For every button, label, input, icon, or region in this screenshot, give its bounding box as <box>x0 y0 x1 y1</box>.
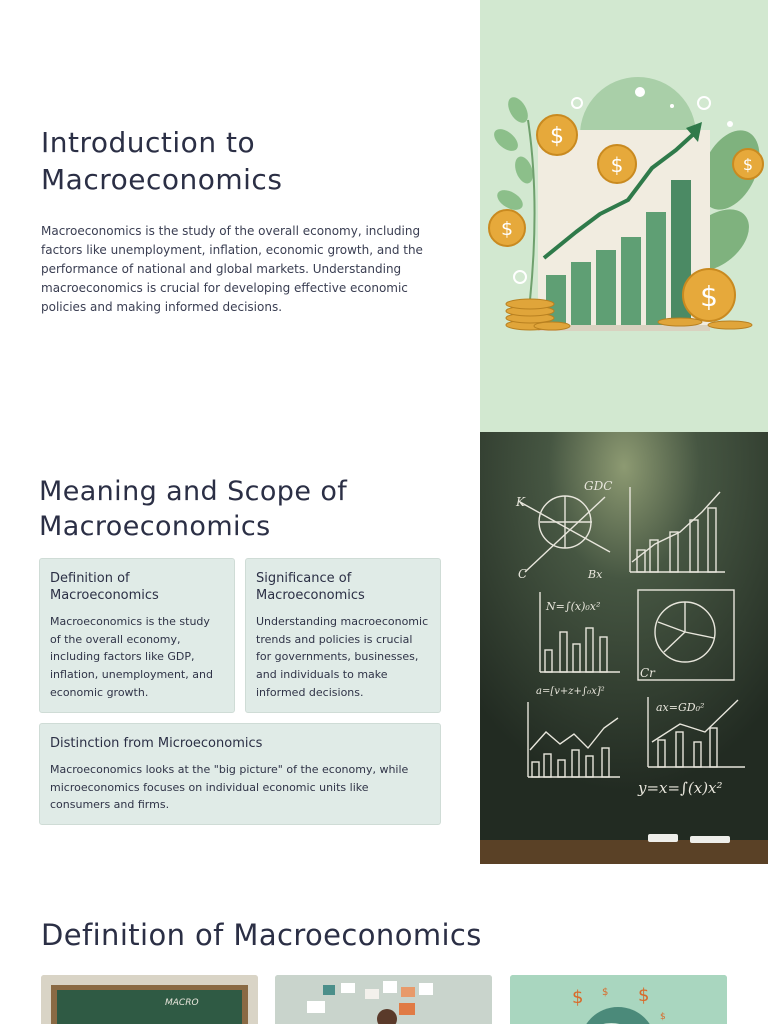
card-body: Macroeconomics looks at the "big picture" of the economy, while microeconomics focuses on individual economic units like consumers and firms. <box>50 763 409 812</box>
svg-text:$: $ <box>660 1012 666 1022</box>
person-documents-thumbnail-icon <box>275 975 492 1024</box>
definition-title: Definition of Macroeconomics <box>41 918 482 952</box>
meaning-scope-title: Meaning and Scope of Macroeconomics <box>39 476 348 542</box>
board-label-k: K <box>516 495 525 509</box>
board-formula-1: N=∫(x)₀x² <box>546 600 601 613</box>
slide-definition <box>0 864 768 1024</box>
svg-text:$: $ <box>638 985 650 1006</box>
intro-body: Macroeconomics is the study of the overall economy, including factors like unemployment, inflation, economic growth, and the performance of national and global markets. Understanding macroeconomics is crucial for developing effective economic policies and making informed decisions. <box>41 224 423 314</box>
card-title: Significance of Macroeconomics <box>256 571 365 603</box>
board-formula-3: ax=GD₀² <box>656 701 705 714</box>
board-label-c: C <box>518 567 528 581</box>
board-formula-4: y=x=∫(x)x² <box>638 779 723 797</box>
svg-text:$: $ <box>742 155 754 174</box>
board-label-bx: Bx <box>588 568 603 581</box>
svg-text:$: $ <box>700 280 718 313</box>
card-significance <box>245 558 441 713</box>
card-distinction <box>39 723 441 825</box>
card-title: Distinction from Microeconomics <box>50 736 263 751</box>
intro-text-block <box>41 124 431 317</box>
board-label-cr: Cr <box>640 666 655 680</box>
card-body: Macroeconomics is the study of the overall economy, including factors like GDP, inflation, unemployment, and economic growth. <box>50 615 213 699</box>
card-definition <box>39 558 235 713</box>
board-label-gdc: GDC <box>584 479 613 493</box>
board-formula-2: a=[v+z+∫₀x]² <box>536 686 605 697</box>
chalkboard-graphs-icon <box>480 432 768 864</box>
card-title: Definition of Macroeconomics <box>50 571 159 603</box>
slide-meaning-scope <box>0 432 768 864</box>
svg-text:$: $ <box>610 153 624 177</box>
globe-money-thumbnail-icon <box>510 975 727 1024</box>
card-body: Understanding macroeconomic trends and policies is crucial for governments, businesses, and individuals to make informed decisions. <box>256 615 429 699</box>
svg-text:$: $ <box>550 124 564 149</box>
chalkboard-thumbnail-icon <box>41 975 258 1024</box>
slide-introduction <box>0 0 768 432</box>
thumb-chalk-text: MACRO <box>165 998 199 1008</box>
growth-chart-coins-icon <box>480 0 768 432</box>
svg-text:$: $ <box>572 987 584 1008</box>
intro-title: Introduction to Macroeconomics <box>41 126 283 196</box>
svg-text:$: $ <box>500 218 514 240</box>
svg-text:$: $ <box>602 987 609 998</box>
